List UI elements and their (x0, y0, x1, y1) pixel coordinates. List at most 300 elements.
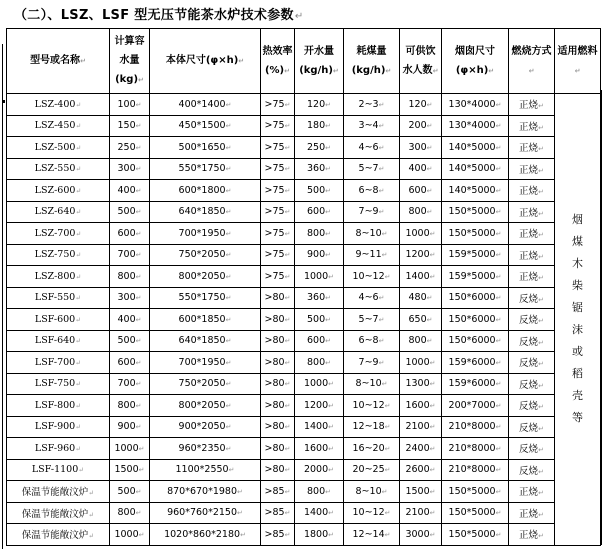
cell-coal[interactable]: 2~3↵ (344, 94, 400, 116)
table-row (7, 481, 601, 503)
cell-mark-icon: ↵ (538, 209, 544, 218)
cell-people[interactable]: 480↵ (400, 287, 442, 309)
cell-efficiency[interactable]: >80↵ (261, 438, 295, 460)
cell-people[interactable]: 120↵ (400, 94, 442, 116)
cell-combustion[interactable]: 反烧↵ (509, 459, 555, 481)
cell-people[interactable]: 1400↵ (400, 266, 442, 288)
cell-combustion[interactable]: 正烧↵ (509, 481, 555, 503)
cell-coal[interactable]: 12~14↵ (344, 524, 400, 546)
cell-mark-icon: ↵ (538, 102, 544, 111)
table-row (7, 115, 601, 137)
cell-capacity[interactable]: 700↵ (110, 373, 150, 395)
cell-boil[interactable]: 1200↵ (295, 395, 344, 417)
cell-chimney[interactable]: 150*6000↵ (442, 287, 509, 309)
cell-mark-icon: ↵ (88, 510, 95, 519)
cell-model[interactable]: LSZ-500↵ (7, 137, 110, 159)
cell-combustion[interactable]: 反烧↵ (509, 373, 555, 395)
cell-mark-icon: ↵ (135, 208, 142, 217)
cell-people[interactable]: 650↵ (400, 309, 442, 331)
cell-mark-icon: ↵ (237, 509, 243, 518)
cell-combustion[interactable]: 正烧↵ (509, 201, 555, 223)
cell-efficiency[interactable]: >75↵ (261, 201, 295, 223)
cell-chimney[interactable]: 130*4000↵ (442, 115, 509, 137)
cell-model[interactable]: LSZ-800↵ (7, 266, 110, 288)
cell-coal[interactable]: 8~10↵ (344, 223, 400, 245)
cell-boil[interactable]: 800↵ (295, 481, 344, 503)
cell-chimney[interactable]: 159*6000↵ (442, 352, 509, 374)
cell-mark-icon: ↵ (284, 229, 291, 238)
cell-size[interactable]: 500*1650↵ (150, 137, 261, 159)
cell-capacity[interactable]: 600↵ (110, 223, 150, 245)
cell-mark-icon: ↵ (135, 272, 142, 281)
cell-people[interactable]: 400↵ (400, 158, 442, 180)
cell-size[interactable]: 800*2050↵ (150, 395, 261, 417)
cell-mark-icon: ↵ (328, 401, 335, 410)
cell-mark-icon: ↵ (75, 315, 82, 324)
cell-model[interactable]: LSZ-700↵ (7, 223, 110, 245)
cell-mark-icon: ↵ (328, 272, 335, 281)
cell-mark-icon: ↵ (284, 358, 291, 367)
cell-efficiency[interactable]: >75↵ (261, 180, 295, 202)
cell-mark-icon: ↵ (378, 294, 385, 303)
cell-people[interactable]: 1000↵ (400, 352, 442, 374)
cell-mark-icon: ↵ (426, 165, 433, 174)
cell-mark-icon: ↵ (384, 401, 391, 410)
cell-mark-icon: ↵ (538, 145, 544, 154)
cell-capacity[interactable]: 700↵ (110, 244, 150, 266)
cell-chimney[interactable]: 159*5000↵ (442, 244, 509, 266)
cell-chimney[interactable]: 210*8000↵ (442, 459, 509, 481)
document-title[interactable] (14, 4, 304, 23)
cell-coal[interactable]: 7~9↵ (344, 201, 400, 223)
cell-mark-icon: ↵ (538, 532, 544, 541)
cell-efficiency[interactable]: >75↵ (261, 223, 295, 245)
cell-efficiency[interactable]: >75↵ (261, 137, 295, 159)
cell-mark-icon: ↵ (538, 446, 544, 455)
cell-size[interactable]: 550*1750↵ (150, 287, 261, 309)
table-row (7, 352, 601, 374)
cell-boil[interactable]: 800↵ (295, 223, 344, 245)
cell-boil[interactable]: 1600↵ (295, 438, 344, 460)
cell-capacity[interactable]: 300↵ (110, 287, 150, 309)
cell-size[interactable]: 900*2050↵ (150, 416, 261, 438)
cell-mark-icon: ↵ (488, 66, 495, 75)
cell-combustion[interactable]: 反烧↵ (509, 287, 555, 309)
cell-efficiency[interactable]: >75↵ (261, 115, 295, 137)
cell-coal[interactable]: 9~11↵ (344, 244, 400, 266)
cell-model[interactable]: LSF-700↵ (7, 352, 110, 374)
cell-boil[interactable]: 2000↵ (295, 459, 344, 481)
cell-efficiency[interactable]: >75↵ (261, 158, 295, 180)
cell-boil[interactable]: 500↵ (295, 309, 344, 331)
cell-size[interactable]: 640*1850↵ (150, 330, 261, 352)
cell-model[interactable]: LSZ-400↵ (7, 94, 110, 116)
cell-mark-icon: ↵ (495, 186, 502, 195)
cell-mark-icon: ↵ (135, 509, 142, 518)
cell-coal[interactable]: 4~6↵ (344, 287, 400, 309)
cell-chimney[interactable]: 150*5000↵ (442, 524, 509, 546)
cell-size[interactable]: 960*760*2150↵ (150, 502, 261, 524)
cell-coal[interactable]: 6~8↵ (344, 330, 400, 352)
cell-mark-icon: ↵ (284, 423, 291, 432)
column-header-boil[interactable]: 开水量(kg/h)↵ (295, 29, 344, 94)
cell-combustion[interactable]: 正烧↵ (509, 115, 555, 137)
cell-mark-icon: ↵ (328, 380, 335, 389)
cell-mark-icon: ↵ (284, 66, 291, 75)
cell-mark-icon: ↵ (75, 294, 82, 303)
cell-size[interactable]: 600*1850↵ (150, 309, 261, 331)
cell-model[interactable]: LSZ-450↵ (7, 115, 110, 137)
table-row (7, 459, 601, 481)
cell-mark-icon: ↵ (225, 380, 232, 389)
cell-coal[interactable]: 7~9↵ (344, 352, 400, 374)
cell-model[interactable]: LSZ-640↵ (7, 201, 110, 223)
cell-chimney[interactable]: 210*8000↵ (442, 438, 509, 460)
cell-mark-icon: ↵ (378, 315, 385, 324)
cell-mark-icon: ↵ (384, 466, 391, 475)
cell-capacity[interactable]: 250↵ (110, 137, 150, 159)
cell-mark-icon: ↵ (225, 251, 232, 260)
cell-people[interactable]: 1300↵ (400, 373, 442, 395)
cell-model[interactable]: LSF-900↵ (7, 416, 110, 438)
cell-mark-icon: ↵ (495, 208, 502, 217)
column-header-model[interactable]: 型号或名称↵ (7, 29, 110, 94)
cell-mark-icon: ↵ (378, 337, 385, 346)
cell-capacity[interactable]: 500↵ (110, 201, 150, 223)
cell-people[interactable]: 2400↵ (400, 438, 442, 460)
cell-boil[interactable]: 600↵ (295, 201, 344, 223)
cell-size[interactable]: 640*1850↵ (150, 201, 261, 223)
cell-mark-icon: ↵ (378, 165, 385, 174)
cell-size[interactable]: 800*2050↵ (150, 266, 261, 288)
cell-efficiency[interactable]: >80↵ (261, 459, 295, 481)
cell-mark-icon: ↵ (325, 122, 331, 131)
cell-coal[interactable]: 10~12↵ (344, 395, 400, 417)
cell-combustion[interactable]: 反烧↵ (509, 438, 555, 460)
cell-model[interactable]: LSZ-550↵ (7, 158, 110, 180)
cell-mark-icon: ↵ (225, 401, 232, 410)
cell-efficiency[interactable]: >80↵ (261, 330, 295, 352)
cell-size[interactable]: 550*1750↵ (150, 158, 261, 180)
cell-mark-icon: ↵ (325, 165, 331, 174)
cell-chimney[interactable]: 150*5000↵ (442, 201, 509, 223)
cell-model[interactable]: LSF-1100↵ (7, 459, 110, 481)
cell-size[interactable]: 1100*2550↵ (150, 459, 261, 481)
cell-people[interactable]: 600↵ (400, 180, 442, 202)
column-header-people[interactable]: 可供饮水人数↵ (400, 29, 442, 94)
cell-model[interactable]: LSF-640↵ (7, 330, 110, 352)
cell-boil[interactable]: 1800↵ (295, 524, 344, 546)
cell-combustion[interactable]: 正烧↵ (509, 502, 555, 524)
cell-mark-icon: ↵ (495, 251, 502, 260)
cell-combustion[interactable]: 正烧↵ (509, 137, 555, 159)
cell-people[interactable]: 3000↵ (400, 524, 442, 546)
cell-boil[interactable]: 500↵ (295, 180, 344, 202)
cell-mark-icon: ↵ (284, 530, 291, 539)
cell-efficiency[interactable]: >85↵ (261, 524, 295, 546)
cell-combustion[interactable]: 正烧↵ (509, 158, 555, 180)
cell-mark-icon: ↵ (75, 229, 82, 238)
cell-combustion[interactable]: 正烧↵ (509, 244, 555, 266)
cell-capacity[interactable]: 1000↵ (110, 438, 150, 460)
cell-coal[interactable]: 5~7↵ (344, 309, 400, 331)
cell-people[interactable]: 200↵ (400, 115, 442, 137)
column-header-efficiency[interactable]: 热效率(%)↵ (261, 29, 295, 94)
cell-mark-icon: ↵ (429, 229, 436, 238)
cell-mark-icon: ↵ (135, 358, 142, 367)
cell-efficiency[interactable]: >80↵ (261, 352, 295, 374)
cell-people[interactable]: 300↵ (400, 137, 442, 159)
cell-efficiency[interactable]: >80↵ (261, 373, 295, 395)
cell-coal[interactable]: 3~4↵ (344, 115, 400, 137)
cell-chimney[interactable]: 140*5000↵ (442, 180, 509, 202)
cell-chimney[interactable]: 159*6000↵ (442, 373, 509, 395)
cell-chimney[interactable]: 150*5000↵ (442, 481, 509, 503)
cell-mark-icon: ↵ (135, 487, 142, 496)
cell-mark-icon: ↵ (426, 186, 433, 195)
cell-model[interactable]: 保温节能敞汶炉↵ (7, 481, 110, 503)
cell-model[interactable]: LSF-600↵ (7, 309, 110, 331)
cell-people[interactable]: 800↵ (400, 201, 442, 223)
cell-mark-icon: ↵ (325, 294, 331, 303)
cell-mark-icon: ↵ (225, 444, 232, 453)
cell-mark-icon: ↵ (538, 317, 544, 326)
cell-mark-icon: ↵ (325, 251, 331, 260)
cell-size[interactable]: 450*1500↵ (150, 115, 261, 137)
cell-chimney[interactable]: 159*5000↵ (442, 266, 509, 288)
cell-chimney[interactable]: 140*5000↵ (442, 137, 509, 159)
column-header-combustion[interactable]: 燃烧方式↵ (509, 29, 555, 94)
cell-people[interactable]: 2100↵ (400, 502, 442, 524)
cell-boil[interactable]: 900↵ (295, 244, 344, 266)
cell-efficiency[interactable]: >85↵ (261, 502, 295, 524)
cell-chimney[interactable]: 150*6000↵ (442, 309, 509, 331)
cell-boil[interactable]: 180↵ (295, 115, 344, 137)
cell-capacity[interactable]: 800↵ (110, 266, 150, 288)
cell-boil[interactable]: 360↵ (295, 158, 344, 180)
row-selection-marker (2, 100, 5, 103)
cell-mark-icon: ↵ (538, 188, 544, 197)
cell-mark-icon: ↵ (284, 165, 291, 174)
cell-capacity[interactable]: 400↵ (110, 180, 150, 202)
cell-combustion[interactable]: 反烧↵ (509, 352, 555, 374)
cell-size[interactable]: 870*670*1980↵ (150, 481, 261, 503)
cell-size[interactable]: 750*2050↵ (150, 373, 261, 395)
cell-combustion[interactable]: 反烧↵ (509, 395, 555, 417)
cell-coal[interactable]: 10~12↵ (344, 266, 400, 288)
cell-mark-icon: ↵ (135, 251, 142, 260)
cell-model[interactable]: LSZ-750↵ (7, 244, 110, 266)
cell-mark-icon: ↵ (385, 66, 392, 75)
cell-boil[interactable]: 1000↵ (295, 266, 344, 288)
cell-model[interactable]: LSF-800↵ (7, 395, 110, 417)
cell-capacity[interactable]: 800↵ (110, 395, 150, 417)
cell-mark-icon: ↵ (284, 294, 291, 303)
cell-mark-icon: ↵ (495, 487, 502, 496)
cell-capacity[interactable]: 500↵ (110, 481, 150, 503)
cell-combustion[interactable]: 反烧↵ (509, 416, 555, 438)
cell-size[interactable]: 960*2350↵ (150, 438, 261, 460)
cell-mark-icon: ↵ (325, 208, 331, 217)
cell-model[interactable]: LSF-550↵ (7, 287, 110, 309)
cell-model[interactable]: LSF-750↵ (7, 373, 110, 395)
cell-mark-icon: ↵ (384, 423, 391, 432)
cell-mark-icon: ↵ (332, 66, 339, 75)
cell-capacity[interactable]: 400↵ (110, 309, 150, 331)
table-row (7, 158, 601, 180)
cell-mark-icon: ↵ (429, 423, 436, 432)
cell-chimney[interactable]: 150*5000↵ (442, 502, 509, 524)
cell-capacity[interactable]: 900↵ (110, 416, 150, 438)
cell-mark-icon: ↵ (325, 186, 331, 195)
cell-people[interactable]: 2100↵ (400, 416, 442, 438)
cell-efficiency[interactable]: >75↵ (261, 244, 295, 266)
cell-combustion[interactable]: 正烧↵ (509, 94, 555, 116)
cell-mark-icon: ↵ (495, 509, 502, 518)
cell-people[interactable]: 1200↵ (400, 244, 442, 266)
column-header-fuel[interactable]: 适用燃料↵ (555, 29, 601, 94)
cell-combustion[interactable]: 正烧↵ (509, 223, 555, 245)
spec-table[interactable] (6, 28, 601, 546)
page-edge-right (601, 90, 602, 545)
cell-size[interactable]: 700*1950↵ (150, 223, 261, 245)
table-row (7, 137, 601, 159)
cell-coal[interactable]: 4~6↵ (344, 137, 400, 159)
cell-boil[interactable]: 250↵ (295, 137, 344, 159)
cell-people[interactable]: 1000↵ (400, 223, 442, 245)
cell-size[interactable]: 700*1950↵ (150, 352, 261, 374)
cell-capacity[interactable]: 100↵ (110, 94, 150, 116)
cell-boil[interactable]: 800↵ (295, 352, 344, 374)
cell-coal[interactable]: 6~8↵ (344, 180, 400, 202)
cell-efficiency[interactable]: >85↵ (261, 481, 295, 503)
cell-mark-icon: ↵ (75, 122, 82, 131)
cell-mark-icon: ↵ (75, 208, 82, 217)
cell-boil[interactable]: 120↵ (295, 94, 344, 116)
cell-mark-icon: ↵ (135, 143, 142, 152)
cell-chimney[interactable]: 200*7000↵ (442, 395, 509, 417)
cell-combustion[interactable]: 正烧↵ (509, 266, 555, 288)
cell-coal[interactable]: 16~20↵ (344, 438, 400, 460)
cell-mark-icon: ↵ (284, 100, 291, 109)
column-header-size[interactable]: 本体尺寸(φ×h)↵ (150, 29, 261, 94)
cell-mark-icon: ↵ (225, 315, 232, 324)
cell-boil[interactable]: 600↵ (295, 330, 344, 352)
table-row (7, 330, 601, 352)
cell-efficiency[interactable]: >80↵ (261, 309, 295, 331)
table-row (7, 438, 601, 460)
cell-model[interactable]: 保温节能敞汶炉↵ (7, 524, 110, 546)
cell-mark-icon: ↵ (429, 466, 436, 475)
cell-efficiency[interactable]: >80↵ (261, 395, 295, 417)
cell-mark-icon: ↵ (138, 466, 145, 475)
cell-mark-icon: ↵ (284, 466, 291, 475)
cell-efficiency[interactable]: >75↵ (261, 94, 295, 116)
cell-size[interactable]: 400*1400↵ (150, 94, 261, 116)
cell-mark-icon: ↵ (538, 489, 544, 498)
cell-chimney[interactable]: 150*6000↵ (442, 330, 509, 352)
column-header-coal[interactable]: 耗煤量(kg/h)↵ (344, 29, 400, 94)
cell-mark-icon: ↵ (135, 122, 142, 131)
column-header-capacity[interactable]: 计算容水量(kg)↵ (110, 29, 150, 94)
cell-boil[interactable]: 1400↵ (295, 416, 344, 438)
cell-capacity[interactable]: 1500↵ (110, 459, 150, 481)
cell-combustion[interactable]: 反烧↵ (509, 309, 555, 331)
cell-people[interactable]: 800↵ (400, 330, 442, 352)
cell-mark-icon: ↵ (284, 272, 291, 281)
cell-model[interactable]: 保温节能敞汶炉↵ (7, 502, 110, 524)
cell-mark-icon: ↵ (495, 315, 502, 324)
table-row (7, 416, 601, 438)
cell-mark-icon: ↵ (495, 530, 502, 539)
cell-mark-icon: ↵ (225, 186, 232, 195)
cell-mark-icon: ↵ (378, 208, 385, 217)
cell-mark-icon: ↵ (80, 57, 86, 65)
cell-mark-icon: ↵ (384, 530, 391, 539)
cell-mark-icon: ↵ (328, 444, 335, 453)
cell-chimney[interactable]: 140*5000↵ (442, 158, 509, 180)
cell-chimney[interactable]: 210*8000↵ (442, 416, 509, 438)
cell-coal[interactable]: 5~7↵ (344, 158, 400, 180)
cell-boil[interactable]: 360↵ (295, 287, 344, 309)
cell-capacity[interactable]: 600↵ (110, 352, 150, 374)
cell-mark-icon: ↵ (328, 466, 335, 475)
cell-mark-icon: ↵ (138, 444, 145, 453)
cell-chimney[interactable]: 130*4000↵ (442, 94, 509, 116)
cell-combustion[interactable]: 正烧↵ (509, 180, 555, 202)
cell-mark-icon: ↵ (429, 509, 436, 518)
cell-size[interactable]: 600*1800↵ (150, 180, 261, 202)
cell-mark-icon: ↵ (538, 338, 544, 347)
cell-boil[interactable]: 1000↵ (295, 373, 344, 395)
cell-capacity[interactable]: 500↵ (110, 330, 150, 352)
cell-efficiency[interactable]: >80↵ (261, 416, 295, 438)
cell-efficiency[interactable]: >80↵ (261, 287, 295, 309)
cell-chimney[interactable]: 150*5000↵ (442, 223, 509, 245)
cell-mark-icon: ↵ (325, 358, 331, 367)
cell-capacity[interactable]: 800↵ (110, 502, 150, 524)
cell-mark-icon: ↵ (538, 274, 544, 283)
cell-model[interactable]: LSF-960↵ (7, 438, 110, 460)
cell-people[interactable]: 2600↵ (400, 459, 442, 481)
cell-model[interactable]: LSZ-600↵ (7, 180, 110, 202)
cell-combustion[interactable]: 反烧↵ (509, 330, 555, 352)
cell-size[interactable]: 750*2050↵ (150, 244, 261, 266)
cell-people[interactable]: 1600↵ (400, 395, 442, 417)
cell-coal[interactable]: 10~12↵ (344, 502, 400, 524)
cell-mark-icon: ↵ (75, 423, 82, 432)
column-header-chimney[interactable]: 烟囱尺寸(φ×h)↵ (442, 29, 509, 94)
cell-mark-icon: ↵ (284, 143, 291, 152)
cell-fuel[interactable] (555, 94, 601, 546)
cell-mark-icon: ↵ (284, 380, 291, 389)
cell-coal[interactable]: 8~10↵ (344, 373, 400, 395)
cell-mark-icon: ↵ (135, 423, 142, 432)
cell-capacity[interactable]: 1000↵ (110, 524, 150, 546)
cell-coal[interactable]: 20~25↵ (344, 459, 400, 481)
cell-boil[interactable]: 1400↵ (295, 502, 344, 524)
cell-capacity[interactable]: 150↵ (110, 115, 150, 137)
cell-size[interactable]: 1020*860*2180↵ (150, 524, 261, 546)
cell-mark-icon: ↵ (284, 487, 291, 496)
cell-coal[interactable]: 8~10↵ (344, 481, 400, 503)
cell-mark-icon: ↵ (75, 337, 82, 346)
cell-efficiency[interactable]: >75↵ (261, 266, 295, 288)
cell-people[interactable]: 1500↵ (400, 481, 442, 503)
cell-capacity[interactable]: 300↵ (110, 158, 150, 180)
cell-coal[interactable]: 12~18↵ (344, 416, 400, 438)
cell-combustion[interactable]: 正烧↵ (509, 524, 555, 546)
